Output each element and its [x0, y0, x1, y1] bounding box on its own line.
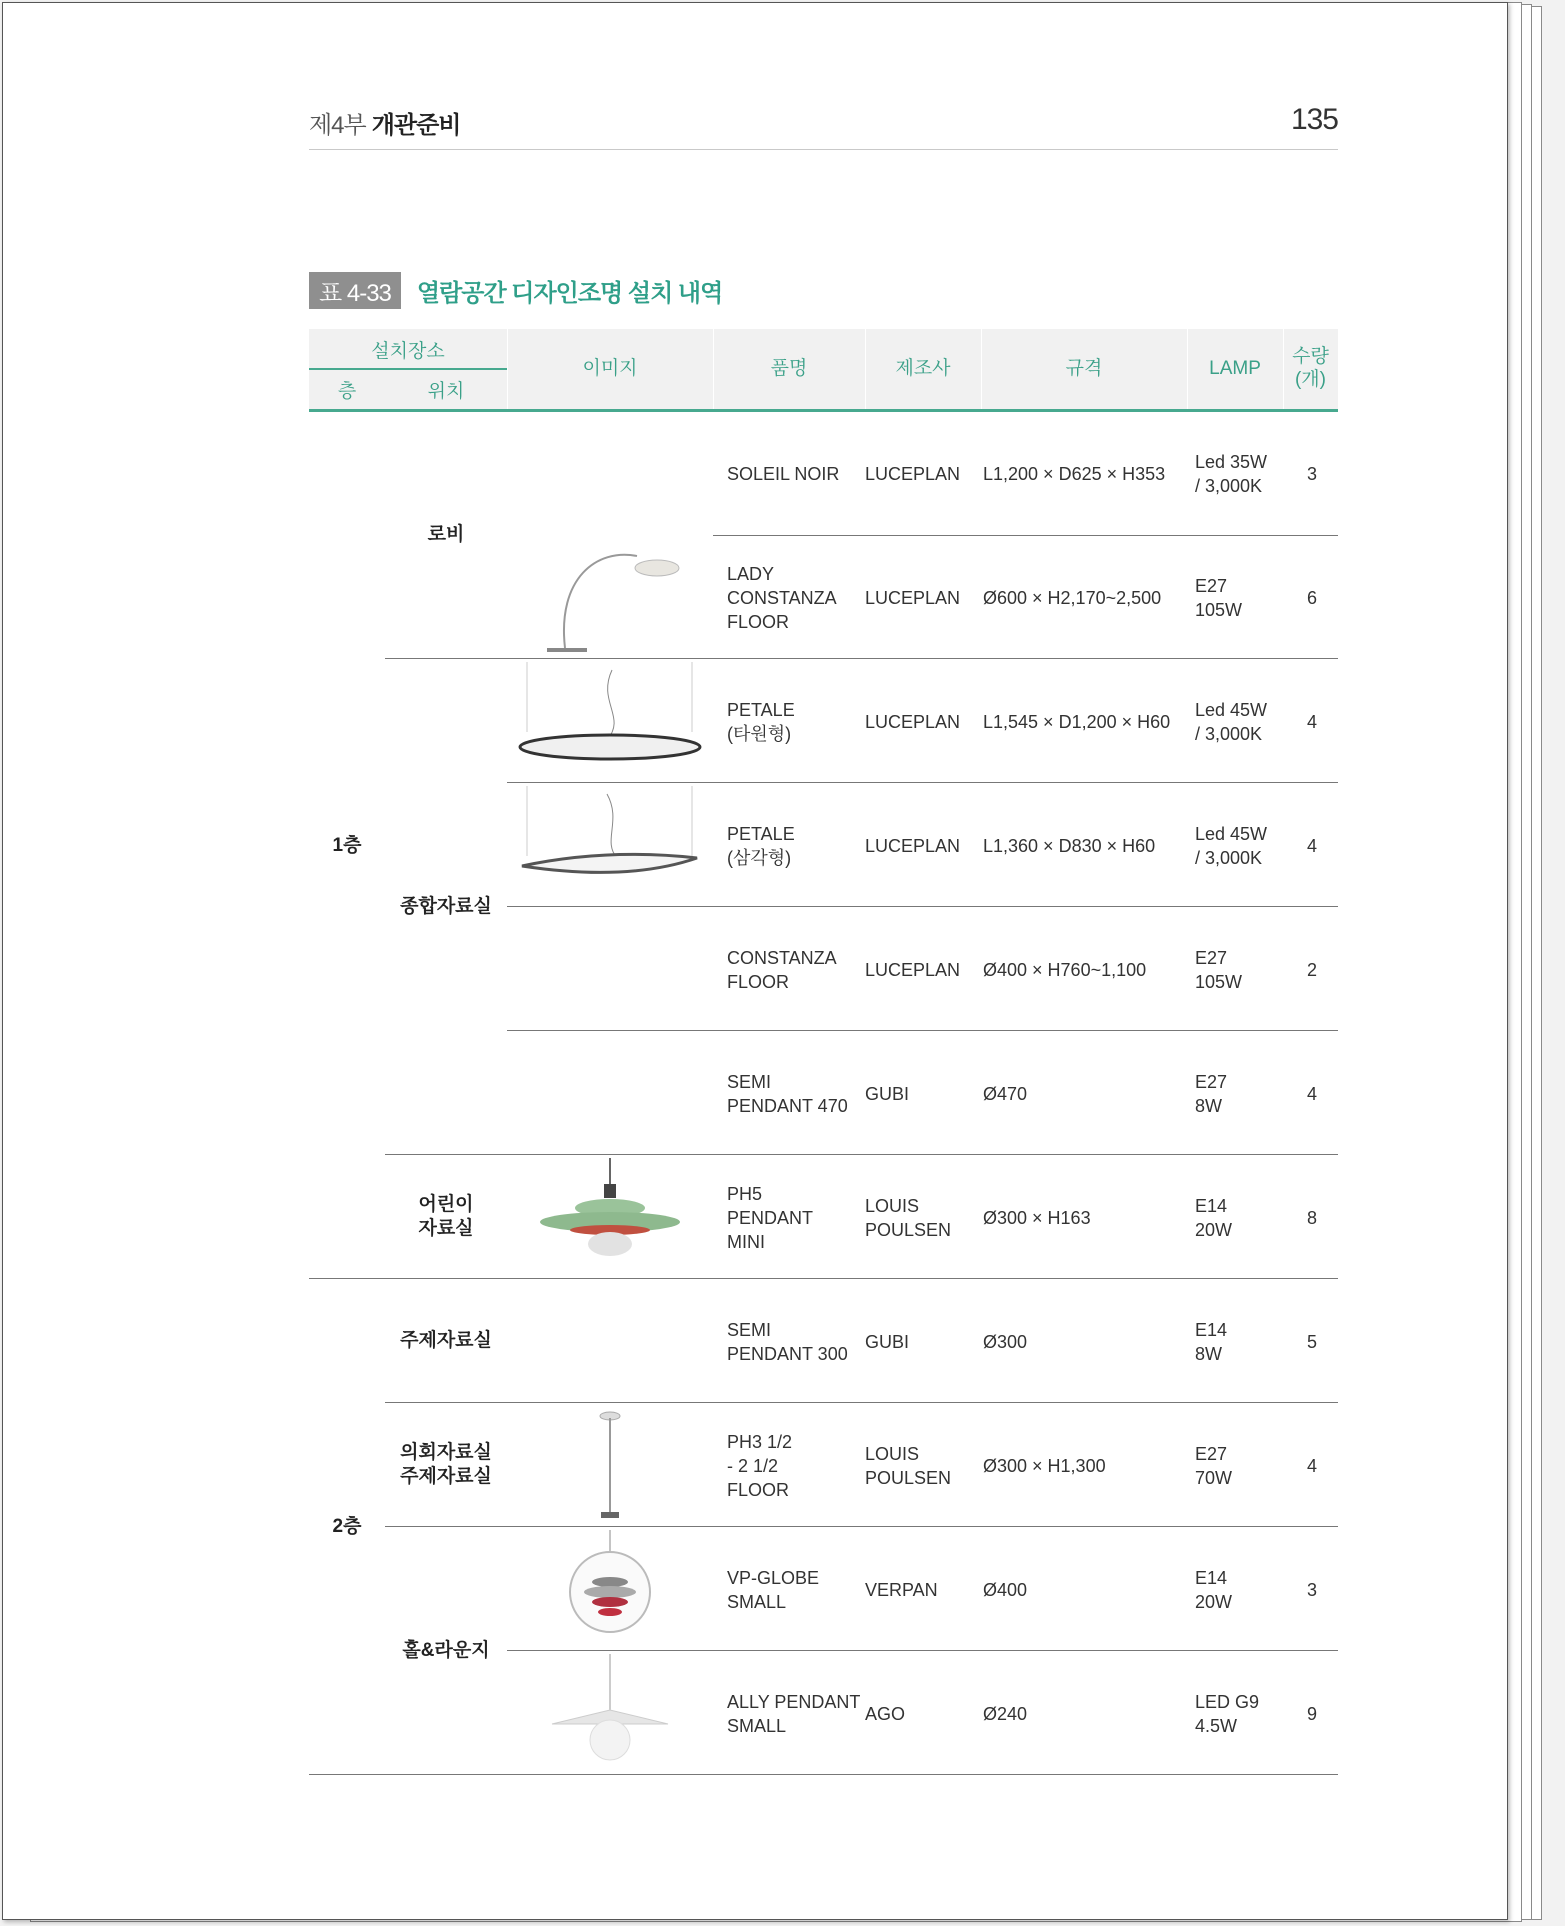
cell-spec: L1,545 × D1,200 × H60 [983, 711, 1171, 732]
document-page [2, 2, 1508, 1920]
floor-cell: 2층 [332, 1516, 362, 1537]
location-cell: 로비 [427, 524, 465, 545]
cell-lamp: E14 20W [1195, 1567, 1233, 1612]
cell-qty: 4 [1306, 835, 1317, 856]
table-row [507, 908, 1338, 1032]
cell-name: VP-GLOBE SMALL [727, 1567, 820, 1612]
cell-qty: 3 [1306, 463, 1317, 484]
cell-name: CONSTANZA FLOOR [727, 947, 837, 992]
table-number: 표 4-33 [309, 272, 401, 309]
cell-spec: Ø300 × H163 [983, 1207, 1091, 1228]
header-name: 품명 [770, 357, 808, 379]
table-header [309, 329, 1338, 412]
cell-manufacturer: LUCEPLAN [865, 463, 961, 484]
cell-name: LADY CONSTANZA FLOOR [727, 563, 837, 632]
cell-lamp: LED G9 4.5W [1195, 1691, 1260, 1736]
cell-name: PETALE (삼각형) [727, 823, 795, 868]
cell-manufacturer: LUCEPLAN [865, 959, 961, 980]
location-cell: 어린이 자료실 [418, 1194, 474, 1239]
cell-spec: L1,200 × D625 × H353 [983, 463, 1166, 484]
lighting-table [309, 329, 1338, 1770]
cell-name: PH5 PENDANT MINI [727, 1183, 814, 1252]
cell-lamp: Led 45W / 3,000K [1195, 823, 1268, 868]
header-qty: 수량 (개) [1292, 346, 1329, 390]
cell-manufacturer: AGO [865, 1703, 906, 1724]
table-row [507, 1156, 1338, 1280]
table-row [507, 1528, 1338, 1652]
cell-lamp: E27 105W [1195, 947, 1243, 992]
cell-qty: 9 [1306, 1703, 1317, 1724]
cell-spec: L1,360 × D830 × H60 [983, 835, 1156, 856]
cell-lamp: Led 35W / 3,000K [1195, 451, 1268, 496]
cell-manufacturer: LUCEPLAN [865, 711, 961, 732]
cell-qty: 4 [1306, 1455, 1317, 1476]
location-cell: 종합자료실 [400, 896, 492, 917]
page-header [309, 103, 1338, 150]
cell-lamp: E27 8W [1195, 1071, 1228, 1116]
table-row [507, 1404, 1338, 1528]
table-row [507, 536, 1338, 660]
cell-name: PH3 1/2 - 2 1/2 FLOOR [727, 1431, 793, 1500]
table-row [507, 1652, 1338, 1776]
cell-qty: 8 [1306, 1207, 1317, 1228]
section-title [309, 105, 460, 140]
cell-qty: 4 [1306, 711, 1317, 732]
cell-qty: 4 [1306, 1083, 1317, 1104]
header-image: 이미지 [582, 357, 638, 379]
cell-name: ALLY PENDANT SMALL [727, 1691, 861, 1736]
cell-spec: Ø470 [983, 1083, 1028, 1104]
cell-name: PETALE (타원형) [727, 699, 795, 744]
table-title: 열람공간 디자인조명 설치 내역 [416, 279, 723, 307]
cell-qty: 3 [1306, 1579, 1317, 1600]
cell-qty: 2 [1306, 959, 1317, 980]
table-row [507, 412, 1338, 536]
cell-lamp: Led 45W / 3,000K [1195, 699, 1268, 744]
header-location-group: 설치장소 [371, 340, 445, 362]
section-prefix: 제4부 [309, 112, 366, 139]
header-position: 위치 [427, 380, 465, 402]
cell-spec: Ø300 [983, 1331, 1028, 1352]
cell-manufacturer: LUCEPLAN [865, 587, 961, 608]
cell-qty: 5 [1306, 1331, 1317, 1352]
cell-name: SEMI PENDANT 470 [727, 1071, 848, 1116]
table-row [507, 784, 1338, 908]
cell-spec: Ø400 [983, 1579, 1028, 1600]
floor-cell: 1층 [332, 834, 362, 856]
cell-manufacturer: GUBI [865, 1331, 910, 1352]
cell-name: SEMI PENDANT 300 [727, 1319, 848, 1364]
cell-manufacturer: VERPAN [865, 1579, 938, 1600]
cell-lamp: E27 70W [1195, 1443, 1233, 1488]
location-cell: 홀&라운지 [402, 1640, 490, 1661]
cell-lamp: E14 20W [1195, 1195, 1233, 1240]
cell-name: SOLEIL NOIR [727, 463, 840, 484]
header-manufacturer: 제조사 [895, 357, 951, 379]
cell-qty: 6 [1306, 587, 1317, 608]
cell-manufacturer: GUBI [865, 1083, 910, 1104]
table-body [309, 412, 1338, 1770]
cell-lamp: E14 8W [1195, 1319, 1228, 1364]
section-name: 개관준비 [371, 112, 461, 139]
cell-manufacturer: LOUIS POULSEN [865, 1195, 952, 1240]
cell-spec: Ø400 × H760~1,100 [983, 959, 1147, 980]
table-row [507, 660, 1338, 784]
location-cell: 의회자료실 주제자료실 [400, 1442, 492, 1487]
cell-manufacturer: LOUIS POULSEN [865, 1443, 952, 1488]
cell-spec: Ø600 × H2,170~2,500 [983, 587, 1162, 608]
header-lamp: LAMP [1209, 357, 1261, 379]
header-floor: 층 [337, 380, 357, 402]
page-number: 135 [1290, 103, 1338, 136]
cell-lamp: E27 105W [1195, 575, 1243, 620]
cell-spec: Ø300 × H1,300 [983, 1455, 1106, 1476]
cell-spec: Ø240 [983, 1703, 1028, 1724]
table-row [507, 1280, 1338, 1404]
header-spec: 규격 [1065, 357, 1103, 379]
location-cell: 주제자료실 [400, 1330, 492, 1351]
table-row [507, 1032, 1338, 1156]
table-caption [309, 275, 722, 305]
cell-manufacturer: LUCEPLAN [865, 835, 961, 856]
